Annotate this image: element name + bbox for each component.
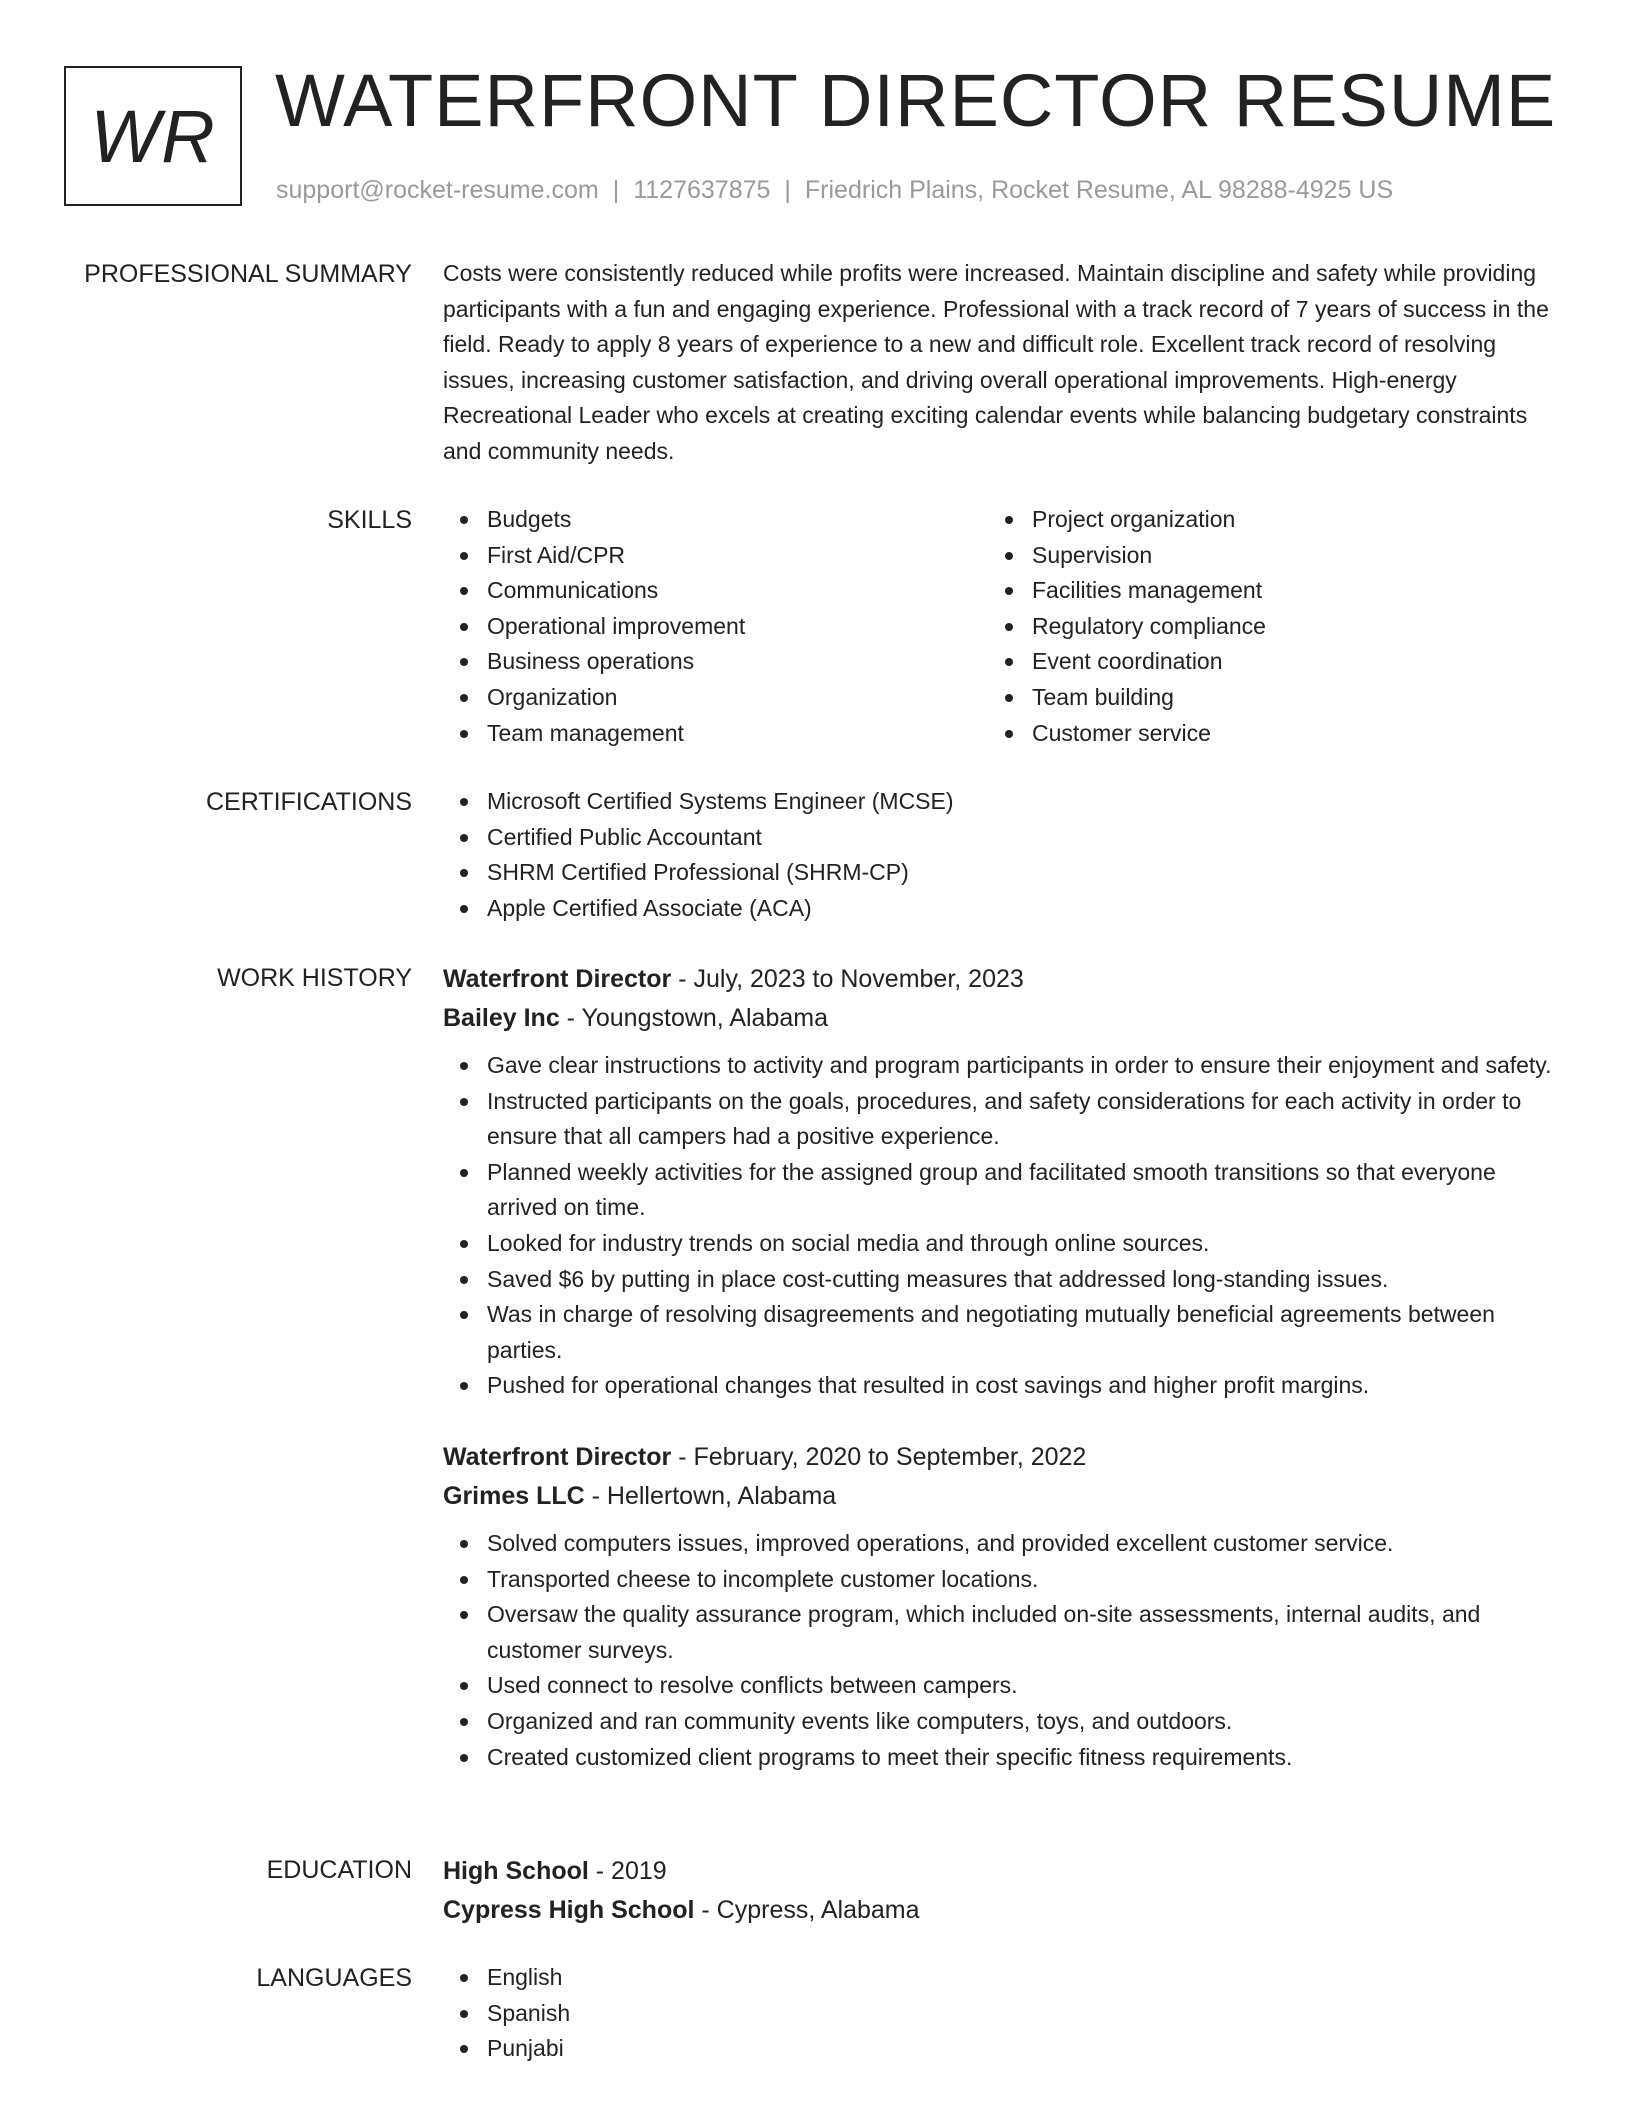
job-dates: - February, 2020 to September, 2022 xyxy=(671,1442,1087,1471)
list-item: Was in charge of resolving disagreements and negotiating mutually beneficial agreements between parties. xyxy=(443,1297,1553,1368)
page-title: WATERFRONT DIRECTOR RESUME xyxy=(275,59,1557,142)
section-label-work-history: WORK HISTORY xyxy=(217,964,412,992)
education-degree-line xyxy=(443,1852,1553,1891)
list-item: Oversaw the quality assurance program, which included on-site assessments, internal audits, and customer surveys. xyxy=(443,1597,1553,1668)
bullet-icon xyxy=(1005,552,1013,560)
certifications-list xyxy=(443,784,1553,926)
skills-list-left xyxy=(443,502,988,751)
list-item: Business operations xyxy=(443,644,988,680)
job-duties-list xyxy=(443,1526,1553,1775)
bullet-icon xyxy=(460,1754,468,1762)
contact-line xyxy=(276,174,1393,206)
education-year: - 2019 xyxy=(588,1857,667,1885)
bullet-icon xyxy=(460,2010,468,2018)
bullet-icon xyxy=(460,1169,468,1177)
summary-body xyxy=(443,256,1553,470)
contact-phone: 1127637875 xyxy=(633,176,771,204)
bullet-icon xyxy=(460,623,468,631)
job-company-line xyxy=(443,1477,1553,1516)
education-school-line xyxy=(443,1891,1553,1930)
contact-email: support@rocket-resume.com xyxy=(276,176,599,204)
list-item: Team building xyxy=(988,680,1533,716)
job-title-line xyxy=(443,960,1553,999)
bullet-icon xyxy=(1005,623,1013,631)
job-entry xyxy=(443,1438,1553,1775)
section-label-education: EDUCATION xyxy=(266,1856,412,1884)
job-company: Bailey Inc xyxy=(443,1004,560,1032)
bullet-icon xyxy=(460,1576,468,1584)
monogram-logo: WR xyxy=(64,66,242,206)
list-item: English xyxy=(443,1960,1553,1996)
skills-list-right xyxy=(988,502,1533,751)
languages-list xyxy=(443,1960,1553,2067)
bullet-icon xyxy=(460,1974,468,1982)
bullet-icon xyxy=(460,905,468,913)
list-item: Communications xyxy=(443,573,988,609)
summary-text: Costs were consistently reduced while profits were increased. Maintain discipline and safety while providing participants with a fun and engaging experience. Professional with a track record of 7 years of success in the field. Ready to apply 8 years of experience to a new and difficult role. Excellent track record of resolving issues, increasing customer satisfaction, and driving overall operational improvements. High-energy Recreational Leader who excels at creating exciting calendar events while balancing budgetary constraints and community needs. xyxy=(443,260,1549,464)
list-item: Supervision xyxy=(988,538,1533,574)
education-location: - Cypress, Alabama xyxy=(694,1896,920,1924)
bullet-icon xyxy=(460,1682,468,1690)
list-item: Solved computers issues, improved operations, and provided excellent customer service. xyxy=(443,1526,1553,1562)
contact-address: Friedrich Plains, Rocket Resume, AL 98288-4925 US xyxy=(804,176,1394,204)
bullet-icon xyxy=(460,694,468,702)
languages-body xyxy=(443,1960,1553,2067)
job-company: Grimes LLC xyxy=(443,1481,585,1510)
bullet-icon xyxy=(460,552,468,560)
bullet-icon xyxy=(1005,694,1013,702)
list-item: Event coordination xyxy=(988,644,1533,680)
list-item: Certified Public Accountant xyxy=(443,820,1553,856)
job-duties-list xyxy=(443,1048,1553,1404)
bullet-icon xyxy=(460,730,468,738)
contact-separator: | xyxy=(784,176,791,204)
list-item: Facilities management xyxy=(988,573,1533,609)
list-item: Used connect to resolve conflicts between campers. xyxy=(443,1668,1553,1704)
job-title: Waterfront Director xyxy=(443,965,672,993)
list-item: Planned weekly activities for the assigned group and facilitated smooth transitions so that everyone arrived on time. xyxy=(443,1155,1553,1226)
bullet-icon xyxy=(460,1611,468,1619)
bullet-icon xyxy=(460,2045,468,2053)
skills-body xyxy=(443,502,1553,751)
job-title-line xyxy=(443,1438,1553,1477)
list-item: Created customized client programs to meet their specific fitness requirements. xyxy=(443,1740,1553,1776)
list-item: Punjabi xyxy=(443,2031,1553,2067)
list-item: First Aid/CPR xyxy=(443,538,988,574)
education-body xyxy=(443,1852,1553,1930)
bullet-icon xyxy=(460,798,468,806)
bullet-icon xyxy=(1005,516,1013,524)
bullet-icon xyxy=(460,1540,468,1548)
bullet-icon xyxy=(1005,587,1013,595)
bullet-icon xyxy=(460,1098,468,1106)
list-item: Instructed participants on the goals, procedures, and safety considerations for each activity in order to ensure that all campers had a positive experience. xyxy=(443,1084,1553,1155)
contact-separator: | xyxy=(612,176,620,204)
bullet-icon xyxy=(460,834,468,842)
bullet-icon xyxy=(460,516,468,524)
work-history-body xyxy=(443,960,1553,1775)
list-item: Pushed for operational changes that resulted in cost savings and higher profit margins. xyxy=(443,1368,1553,1404)
list-item: Gave clear instructions to activity and program participants in order to ensure their enjoyment and safety. xyxy=(443,1048,1553,1084)
list-item: SHRM Certified Professional (SHRM-CP) xyxy=(443,855,1553,891)
list-item: Spanish xyxy=(443,1996,1553,2032)
bullet-icon xyxy=(1005,730,1013,738)
list-item: Microsoft Certified Systems Engineer (MCSE) xyxy=(443,784,1553,820)
job-dates: - July, 2023 to November, 2023 xyxy=(671,965,1024,993)
bullet-icon xyxy=(460,658,468,666)
section-label-skills: SKILLS xyxy=(327,506,412,534)
list-item: Customer service xyxy=(988,716,1533,752)
list-item: Team management xyxy=(443,716,988,752)
list-item: Transported cheese to incomplete customer locations. xyxy=(443,1562,1553,1598)
bullet-icon xyxy=(460,1240,468,1248)
bullet-icon xyxy=(460,869,468,877)
bullet-icon xyxy=(1005,658,1013,666)
bullet-icon xyxy=(460,1311,468,1319)
job-title: Waterfront Director xyxy=(443,1442,672,1471)
section-label-languages: LANGUAGES xyxy=(256,1964,412,1992)
list-item: Organization xyxy=(443,680,988,716)
bullet-icon xyxy=(460,1718,468,1726)
job-entry xyxy=(443,960,1553,1404)
list-item: Looked for industry trends on social media and through online sources. xyxy=(443,1226,1553,1262)
bullet-icon xyxy=(460,1276,468,1284)
bullet-icon xyxy=(460,587,468,595)
list-item: Operational improvement xyxy=(443,609,988,645)
bullet-icon xyxy=(460,1062,468,1070)
list-item: Saved $6 by putting in place cost-cutting measures that addressed long-standing issues. xyxy=(443,1262,1553,1298)
list-item: Organized and ran community events like computers, toys, and outdoors. xyxy=(443,1704,1553,1740)
list-item: Apple Certified Associate (ACA) xyxy=(443,891,1553,927)
list-item: Budgets xyxy=(443,502,988,538)
bullet-icon xyxy=(460,1382,468,1390)
section-label-summary: PROFESSIONAL SUMMARY xyxy=(84,260,412,288)
job-location: - Hellertown, Alabama xyxy=(584,1481,837,1510)
section-label-certifications: CERTIFICATIONS xyxy=(205,788,412,816)
list-item: Regulatory compliance xyxy=(988,609,1533,645)
job-company-line xyxy=(443,999,1553,1038)
list-item: Project organization xyxy=(988,502,1533,538)
education-school: Cypress High School xyxy=(443,1896,695,1924)
certifications-body xyxy=(443,784,1553,926)
education-degree: High School xyxy=(443,1857,589,1885)
job-location: - Youngstown, Alabama xyxy=(559,1004,828,1032)
